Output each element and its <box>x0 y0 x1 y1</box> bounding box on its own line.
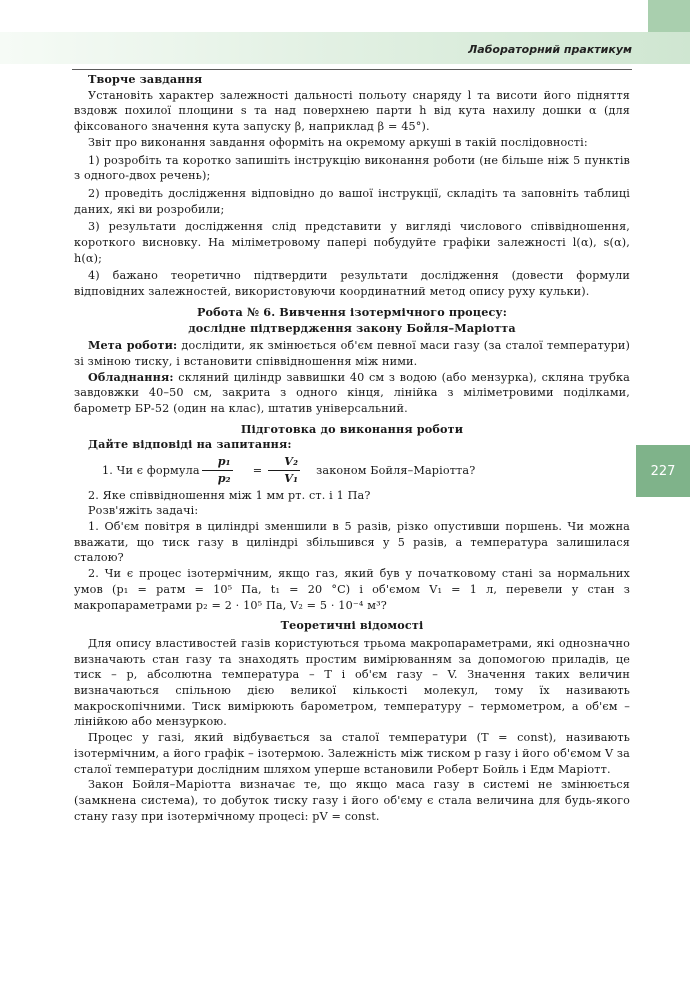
corner-block <box>648 0 690 32</box>
question-1-suffix: законом Бойля–Маріотта? <box>316 463 476 477</box>
fraction-left <box>202 454 233 486</box>
question-2: 2. Яке співвідношення між 1 мм рт. ст. і 1 Па? <box>88 488 371 502</box>
fraction-right <box>268 454 300 486</box>
report-item-4: 4) бажано теоретично підтвердити результати дослідження (довести формули відповідних залежностей, використовуючи координатний метод опису руху кульки). <box>74 269 630 299</box>
page-number: 227 <box>636 445 690 497</box>
fraction-left-denominator: p₂ <box>217 470 231 485</box>
equals-sign: = <box>252 463 263 477</box>
creative-title: Творче завдання <box>88 72 203 86</box>
report-item-2: 2) проведіть дослідження відповідно до вашої інструкції, складіть та заповніть таблиці даних, які ви розробили; <box>74 186 630 216</box>
equipment-text: скляний циліндр заввишки 40 см з водою (або мензурка), скляна трубка завдовжки 40–50 см, закрита з одного кінця, лінійка з міліметровими поділками, барометр БР-52 (один на клас), штатив універсальний. <box>74 370 630 416</box>
question-1-prefix: 1. Чи є формула <box>102 463 200 477</box>
theory-paragraph-3: Закон Бойля–Маріотта визначає те, що якщо маса газу в системі не змінюється (замкнена система), то добуток тиску газу і його об'єму є стала величина для будь-якого стану газу при ізотермічному процесі: pV = const. <box>74 778 630 823</box>
report-item-1: 1) розробіть та коротко запишіть інструкцію виконання роботи (не більше ніж 5 пунктів з одного-двох речень); <box>74 153 630 183</box>
header-rule <box>72 69 632 70</box>
report-item-3: 3) результати дослідження слід представити у вигляді числового співвідношення, короткого висновку. На міліметровому папері побудуйте графіки залежності l(α), s(α), h(α); <box>74 220 630 265</box>
answer-label: Дайте відповіді на запитання: <box>88 437 292 452</box>
running-title: Лабораторний практикум <box>468 43 632 56</box>
fraction-right-denominator: V₁ <box>284 470 299 485</box>
work-title-line-1: Робота № 6. Вивчення ізотермічного процесу: <box>196 304 508 319</box>
goal-label: Мета роботи: <box>88 338 178 353</box>
goal-text: дослідити, як змінюється об'єм певної маси газу (за сталої температури) зі зміною тиску, і встановити співвідношення між ними. <box>74 339 630 368</box>
page-content <box>74 72 630 824</box>
fraction-left-numerator: p₁ <box>202 454 233 471</box>
report-intro: Звіт про виконання завдання оформіть на окремому аркуші в такій послідовності: <box>88 135 588 149</box>
theory-title: Теоретичні відомості <box>280 618 424 633</box>
question-1 <box>74 454 630 486</box>
fraction-right-numerator: V₂ <box>268 454 300 471</box>
creative-paragraph: Установіть характер залежності дальності польоту снаряду l та висоти його підняття вздовж похилої площини s та над поверхнею парти h від кута нахилу дошки α (для фіксованого значення кута запуску β, наприклад β = 45°). <box>74 88 630 134</box>
theory-paragraph-1: Для опису властивостей газів користуються трьома макропараметрами, які однозначно визначають стан газу та знаходять простим вимірюванням за допомогою приладів, це тиск – p, абсолютна температура – T і об'єм газу – V. Значення таких величин визначаються спільною дією великої кількості молекул, тому їх називають макроскопічними. Тиск вимірюють барометром, температуру – термометром, а об'єм – лінійкою або мензуркою. <box>74 636 630 729</box>
equipment-label: Обладнання: <box>88 369 174 384</box>
theory-paragraph-2: Процес у газі, який відбувається за сталої температури (T = const), називають ізотермічним, а його графік – ізотермою. Залежність між тиском p газу і його об'ємом V за сталої температури дослідним шляхом уперше встановили Роберт Бойль і Едм Маріотт. <box>74 731 630 776</box>
task-2: 2. Чи є процес ізотермічним, якщо газ, який був у початковому стані за нормальних умов (p₁ = pатм = 10⁵ Па, t₁ = 20 °С) і об'ємом V₁ = 1 л, перевели у стан з макропараметрами p₂ = 2 · 10⁵ Па, V₂ = 5 · 10⁻⁴ м³? <box>74 567 630 612</box>
solve-label: Розв'яжіть задачі: <box>88 504 199 518</box>
prep-title: Підготовка до виконання роботи <box>240 421 464 436</box>
task-1: 1. Об'єм повітря в циліндрі зменшили в 5 разів, різко опустивши поршень. Чи можна вважати, що тиск газу в циліндрі збільшився у 5 разів, а температура залишилася сталою? <box>74 519 630 565</box>
work-title-line-2: дослідне підтвердження закону Бойля–Маріотта <box>188 320 516 335</box>
